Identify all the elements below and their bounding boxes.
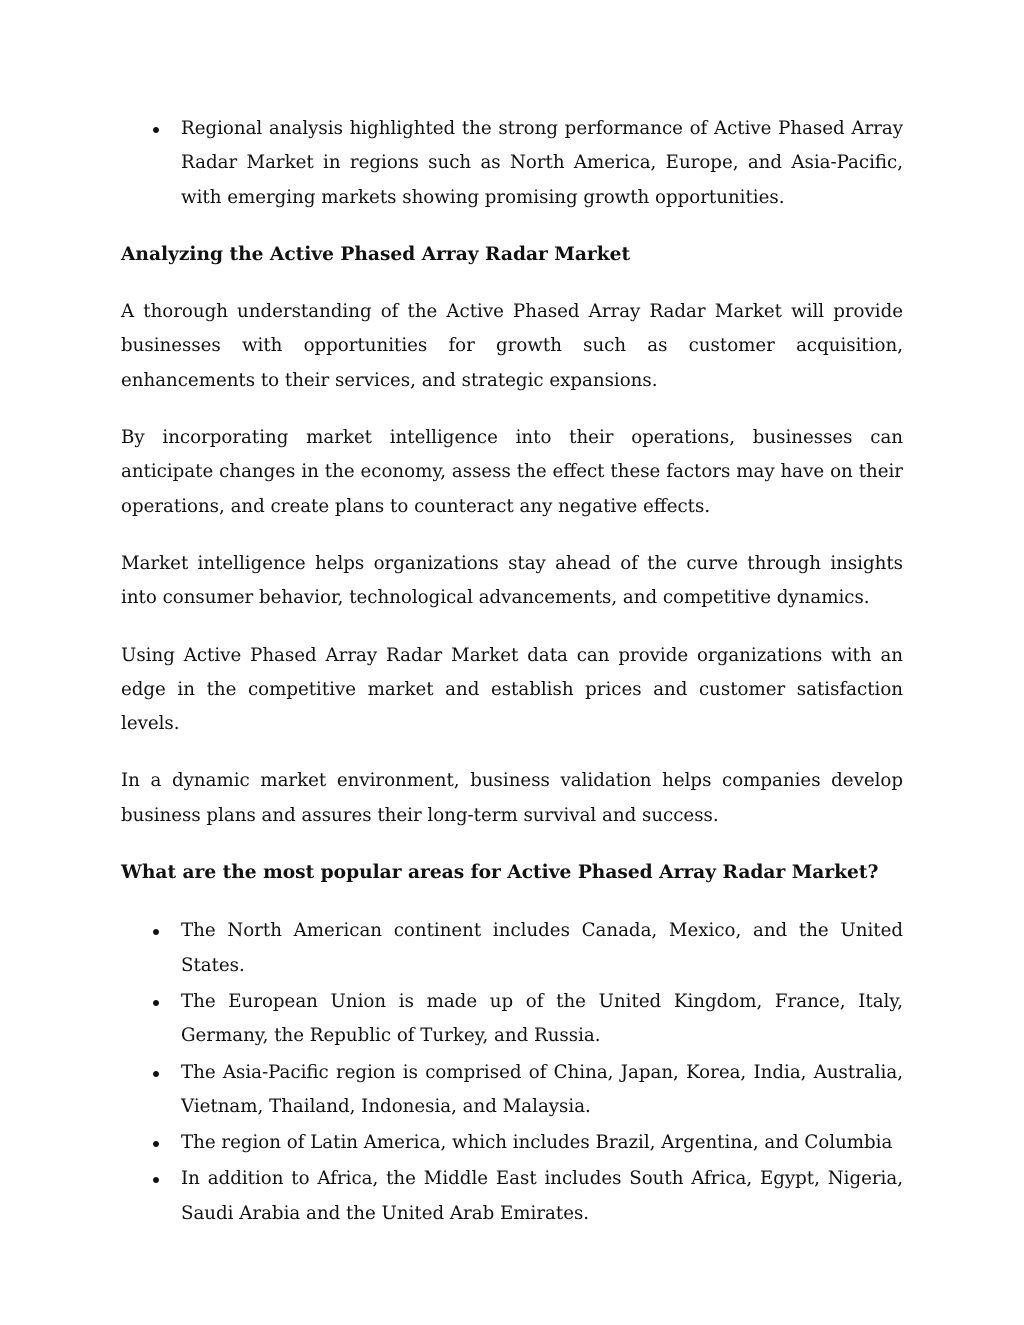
bullet-icon [153, 1000, 159, 1006]
paragraph: Market intelligence helps organizations stay ahead of the curve through insights into consumer behavior, technological advancements, and competitive dynamics. [121, 552, 903, 609]
regional-analysis-list [121, 112, 903, 215]
list-item-text: The Asia-Pacific region is comprised of China, Japan, Korea, India, Australia, Vietnam, Thailand, Indonesia, and Malaysia. [181, 1061, 903, 1117]
list-item-text: The North American continent includes Canada, Mexico, and the United States. [181, 920, 903, 976]
list-item [121, 112, 903, 215]
paragraph: Using Active Phased Array Radar Market data can provide organizations with an edge in the competitive market and establish prices and customer satisfaction levels. [121, 644, 903, 735]
section-heading-popular-areas: What are the most popular areas for Active Phased Array Radar Market? [121, 862, 879, 884]
list-item [121, 1126, 903, 1160]
list-item-text: The European Union is made up of the United Kingdom, France, Italy, Germany, the Republic of Turkey, and Russia. [181, 990, 903, 1047]
list-item [121, 1056, 903, 1125]
popular-areas-list [121, 914, 903, 1231]
document-body [121, 112, 903, 1233]
list-item [121, 985, 903, 1054]
paragraph: By incorporating market intelligence into their operations, businesses can anticipate changes in the economy, assess the effect these factors may have on their operations, and create plans to counteract any negative effects. [121, 427, 903, 517]
list-item [121, 1162, 903, 1231]
list-item-text: The region of Latin America, which includes Brazil, Argentina, and Columbia [181, 1132, 893, 1154]
bullet-icon [153, 1141, 159, 1147]
list-item-text: In addition to Africa, the Middle East includes South Africa, Egypt, Nigeria, Saudi Arabia and the United Arab Emirates. [181, 1168, 903, 1224]
section-heading-analyzing: Analyzing the Active Phased Array Radar Market [121, 243, 631, 265]
list-item [121, 914, 903, 983]
bullet-icon [153, 1071, 159, 1077]
paragraph: In a dynamic market environment, business validation helps companies develop business plans and assures their long-term survival and success. [121, 770, 903, 826]
paragraph: A thorough understanding of the Active Phased Array Radar Market will provide businesses with opportunities for growth such as customer acquisition, enhancements to their services, and strategic expansions. [121, 301, 903, 391]
bullet-icon [153, 1177, 159, 1183]
bullet-icon [153, 127, 159, 133]
bullet-icon [153, 929, 159, 935]
list-item-text: Regional analysis highlighted the strong performance of Active Phased Array Radar Market in regions such as North America, Europe, and Asia-Pacific, with emerging markets showing promising growth opportunities. [181, 118, 903, 208]
